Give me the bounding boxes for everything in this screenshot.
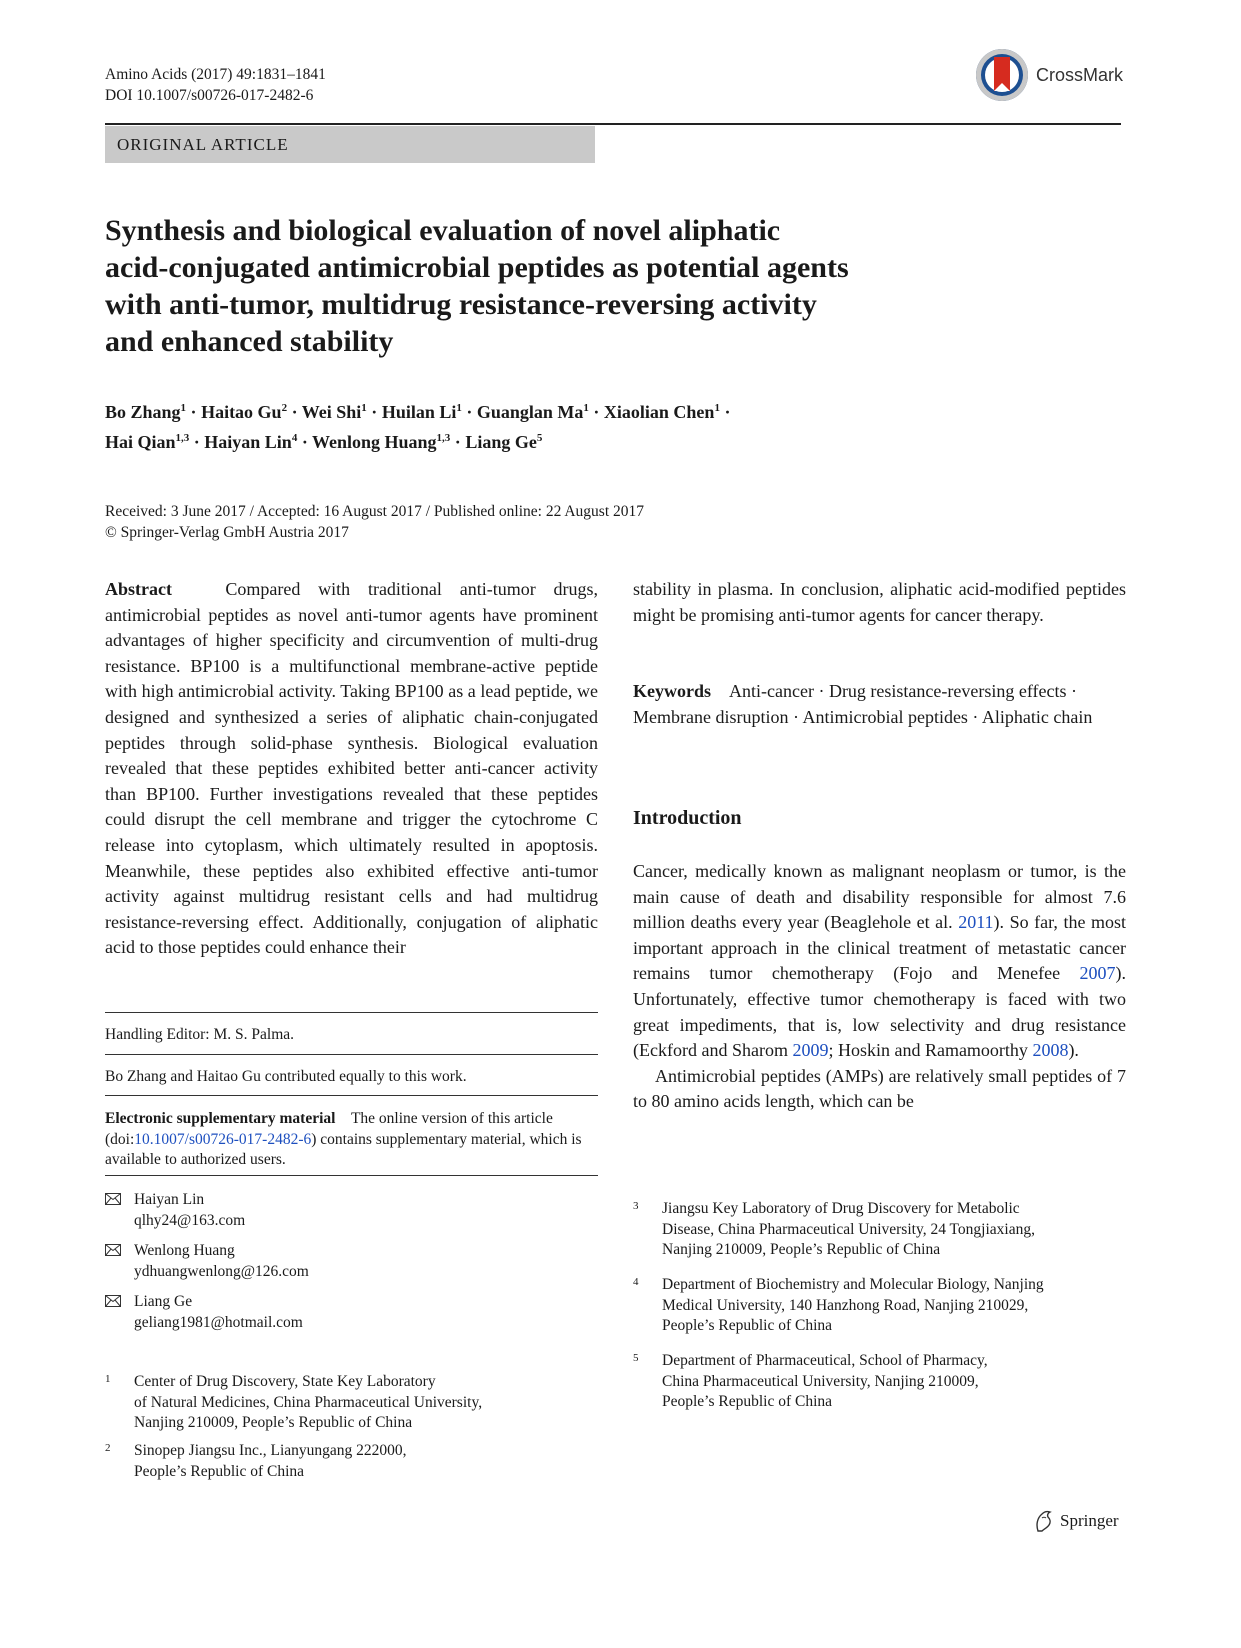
footnote-rule (105, 1095, 598, 1096)
esm-heading: Electronic supplementary material (105, 1110, 336, 1127)
author[interactable]: Wei Shi$^1$ (301, 402, 367, 422)
section-label: ORIGINAL ARTICLE (105, 126, 595, 163)
envelope-icon (105, 1295, 121, 1307)
author[interactable]: Haiyan Lin$^4$ (204, 432, 298, 452)
journal-doi: DOI 10.1007/s00726-017-2482-6 (105, 87, 314, 104)
contact-entry (105, 1241, 598, 1282)
affiliation: 5 Department of Pharmaceutical, School of Pharmacy, China Pharmaceutical University, Nanjing 210009, People’s Republic of China (633, 1351, 1126, 1413)
abstract (105, 577, 598, 961)
affiliation-number: 3 (633, 1200, 639, 1212)
author[interactable]: Haitao Gu$^2$ (201, 402, 288, 422)
citation-link[interactable]: 2007 (1079, 963, 1116, 984)
handling-editor: Handling Editor: M. S. Palma. (105, 1026, 295, 1043)
footnote-rule (105, 1175, 598, 1176)
introduction-heading: Introduction (633, 807, 742, 829)
abstract-text: Compared with traditional anti-tumor drugs, antimicrobial peptides as novel anti-tumor agents have prominent advantages of higher specificity and circumvention of multi-drug resistance. BP100 is a multifunctional membrane-active peptide with high antimicrobial activity. Taking BP100 as a lead peptide, we designed and synthesized a series of aliphatic chain-conjugated peptides through solid-phase synthesis. Biological evaluation revealed that these peptides exhibited better anti-cancer activity than BP100. Further investigations revealed that these peptides could disrupt the cell membrane and trigger the cytochrome C release into cytoplasm, which ultimately resulted in apoptosis. Meanwhile, these peptides also exhibited effective anti-tumor activity against multidrug resistant cells and had multidrug resistance-reversing effect. Additionally, conjugation of aliphatic acid to those peptides could enhance their (105, 579, 598, 958)
journal-info (105, 64, 326, 106)
intro-paragraph: Antimicrobial peptides (AMPs) are relatively small peptides of 7 to 80 amino acids length, which can be (633, 1065, 1126, 1112)
dates-line: Received: 3 June 2017 / Accepted: 16 August 2017 / Published online: 22 August 2017 (105, 503, 645, 520)
introduction-body (633, 859, 1126, 1115)
author-list: Bo Zhang$^1$ · Haitao $Gu^2$ · Wei Shi$^1$ · Huilan $Li^1$ · Guanglan $Ma^1$ · Xiaolian Chen$^1$ · Hai Qian$^{1,3}$ · Haiyan Lin$^4$ · Wenlong Huang$^{1,3}$ · Liang Ge$^5$ (105, 402, 731, 452)
citation-link[interactable]: 2008 (1032, 1040, 1069, 1061)
journal-citation: Amino Acids (2017) 49:1831–1841 (105, 66, 326, 83)
contact-name: Haiyan Lin (134, 1191, 205, 1208)
crossmark-badge[interactable] (976, 47, 1126, 107)
contact-entry (105, 1292, 598, 1333)
contact-name: Wenlong Huang (134, 1242, 235, 1259)
author[interactable]: Wenlong Huang$^{1,3}$ (312, 432, 451, 452)
article-title (105, 212, 985, 360)
title-line: Synthesis and biological evaluation of novel aliphatic (105, 214, 781, 247)
title-line: acid-conjugated antimicrobial peptides as potential agents (105, 251, 849, 284)
affiliation-number: 4 (633, 1276, 639, 1288)
envelope-icon (105, 1244, 121, 1256)
crossmark-label: CrossMark (1036, 65, 1124, 85)
envelope-icon (105, 1193, 121, 1205)
springer-label: Springer (1060, 1511, 1119, 1530)
title-line: with anti-tumor, multidrug resistance-reversing activity (105, 288, 817, 321)
abstract-continuation: stability in plasma. In conclusion, aliphatic acid-modified peptides might be promising anti-tumor agents for cancer therapy. (633, 579, 1126, 625)
supplementary-note: Electronic supplementary material The online version of this article (doi:10.1007/s00726-017-2482-6) contains supplementary material, which is available to authorized users. (105, 1110, 582, 1168)
affiliation: 1 Center of Drug Discovery, State Key Laboratory of Natural Medicines, China Pharmaceutical University, Nanjing 210009, People’s Republic of China (105, 1372, 598, 1434)
title-line: and enhanced stability (105, 325, 394, 358)
springer-horse-icon (1033, 1509, 1055, 1533)
doi-link[interactable]: 10.1007/s00726-017-2482-6 (134, 1130, 312, 1148)
springer-logo (1033, 1509, 1133, 1535)
intro-paragraph: Cancer, medically known as malignant neoplasm or tumor, is the main cause of death and disability responsible for almost 7.6 million deaths every year (Beaglehole et al. 2011). So far, the most important approach in the clinical treatment of metastatic cancer remains tumor chemotherapy (Fojo and Menefee 2007). Unfortunately, effective tumor chemotherapy is faced with two great impediments, that is, low selectivity and drug resistance (Eckford and Sharom 2009; Hoskin and Ramamoorthy 2008). (633, 861, 1126, 1061)
author[interactable]: Guanglan Ma$^1$ (476, 402, 589, 422)
author[interactable]: Xiaolian Chen$^1$ (603, 402, 720, 422)
contact-email[interactable]: qlhy24@163.com (134, 1211, 246, 1229)
contact-entry (105, 1190, 598, 1231)
citation-link[interactable]: 2011 (958, 912, 994, 933)
equal-contribution: Bo Zhang and Haitao Gu contributed equally to this work. (105, 1068, 467, 1085)
keywords (633, 679, 1126, 730)
author[interactable]: Liang Ge$^5$ (465, 432, 543, 452)
keywords-text: Anti-cancer · Drug resistance-reversing effects · Membrane disruption · Antimicrobial peptides · Aliphatic chain (633, 681, 1093, 727)
author[interactable]: Huilan Li$^1$ (381, 402, 462, 422)
affiliation-number: 2 (105, 1442, 111, 1454)
citation-link[interactable]: 2009 (792, 1040, 829, 1061)
contact-email[interactable]: ydhuangwenlong@126.com (134, 1262, 309, 1280)
author[interactable]: Hai Qian$^{1,3}$ (105, 432, 190, 452)
keywords-heading: Keywords (633, 681, 711, 701)
affiliation-number: 1 (105, 1373, 111, 1385)
header-rule (105, 123, 1121, 125)
abstract-heading: Abstract (105, 579, 172, 599)
affiliation-number: 5 (633, 1352, 639, 1364)
affiliation: 2 Sinopep Jiangsu Inc., Lianyungang 222000, People’s Republic of China (105, 1441, 598, 1482)
author[interactable]: Bo Zhang$^1$ (105, 402, 187, 422)
crossmark-icon (976, 49, 1028, 101)
copyright: © Springer-Verlag GmbH Austria 2017 (105, 524, 349, 541)
contact-name: Liang Ge (134, 1293, 193, 1310)
contact-email[interactable]: geliang1981@hotmail.com (134, 1313, 303, 1331)
affiliation: 4 Department of Biochemistry and Molecular Biology, Nanjing Medical University, 140 Hanzhong Road, Nanjing 210029, People’s Republic of China (633, 1275, 1126, 1337)
footnote-rule (105, 1012, 598, 1013)
affiliation: 3 Jiangsu Key Laboratory of Drug Discovery for Metabolic Disease, China Pharmaceutical University, 24 Tongjiaxiang, Nanjing 210009, People’s Republic of China (633, 1199, 1126, 1261)
publication-dates (105, 501, 644, 543)
footnote-rule (105, 1054, 598, 1055)
